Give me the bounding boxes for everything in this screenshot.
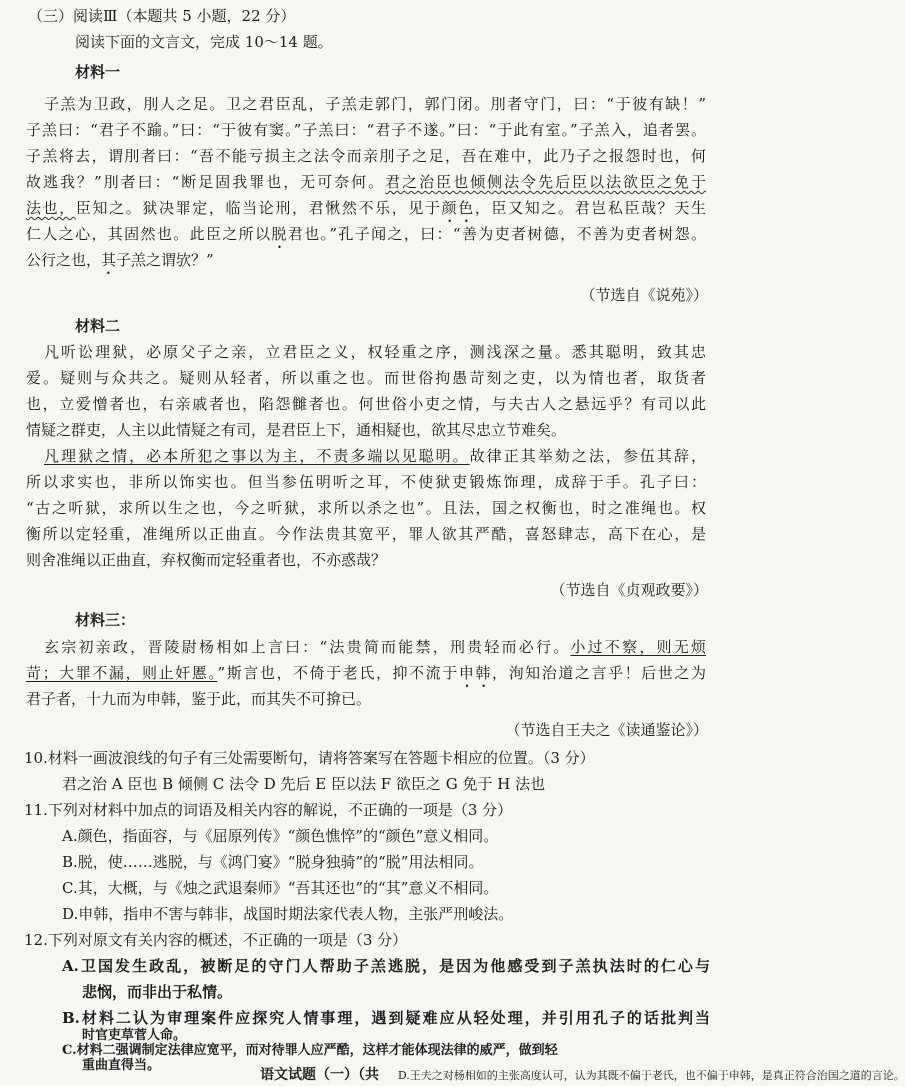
material1-line-1: 子羔为卫政，刖人之足。卫之君臣乱，子羔走郭门，郭门闭。刖者守门，曰：“于彼有缺！” — [44, 95, 706, 113]
q12-option-b-line2: 时官吏草菅人命。 — [82, 1028, 187, 1043]
q12-option-c-line2: 重曲直得当。 — [82, 1058, 161, 1073]
q11-option-c: C.其，大概，与《烛之武退秦师》“吾其还也”的“其”意义不相同。 — [62, 879, 499, 897]
material1-line-3: 子羔将去，谓刖者曰：“吾不能亏损主之法令而亲刖子之足，吾在难中，此乃子之报怨时也，何 — [26, 147, 706, 165]
material1-line-6 — [26, 224, 706, 252]
material2-line-4: 情疑之群吏，人主以此情疑之有司，是君臣上下，通相疑也，欲其尽忠立节难矣。 — [26, 421, 567, 439]
dotted-word-yanse: 颜色 — [441, 199, 475, 217]
wavy-sentence-part-1: 君之治臣也倾侧法令先后臣以法欲臣之免于 — [385, 173, 706, 191]
material2-source: （节选自《贞观政要》） — [550, 581, 708, 599]
material1-title: 材料一 — [75, 63, 121, 81]
material2-line-7: “古之听狱，求所以生之也，今之听狱，求所以杀之也”。且法，国之权衡也，时之准绳也。权 — [26, 499, 706, 517]
material3-line-1 — [44, 637, 706, 657]
dotted-word-qi: 其 — [101, 251, 117, 269]
q12-stem: 12.下列对原文有关内容的概述，不正确的一项是（3 分） — [24, 931, 408, 949]
material1-line-5-a: 臣知之。狱决罪定，临当论刑，君愀然不乐，见于 — [75, 199, 442, 217]
material2-line-6: 所以求实也，非所以饰实也。但当参伍明听之耳，不使狱吏锻炼饰理，成辞于手。孔子曰： — [26, 473, 706, 491]
q11-option-a: A.颜色，指面容，与《屈原列传》“颜色憔悴”的“颜色”意义相同。 — [62, 827, 499, 845]
q12-option-c-line1: C.材料二强调制定法律应宽平，而对待罪人应严酷，这样才能体现法律的威严，做到轻 — [62, 1043, 558, 1058]
q10-stem: 10.材料一画波浪线的句子有三处需要断句，请将答案写在答题卡相应的位置。（3 分） — [24, 749, 595, 767]
material3-line-1-a: 玄宗初亲政，晋陵尉杨相如上言曰：“法贵简而能禁，刑贵轻而必行。 — [44, 638, 571, 656]
material1-line-6-b: 君也。”孔子闻之，曰：“善为吏者树德，不善为吏者树怨。 — [287, 225, 706, 243]
section-instruction: 阅读下面的文言文，完成 10～14 题。 — [75, 33, 333, 51]
q11-option-b: B.脱，使……逃脱，与《鸿门宴》“脱身独骑”的“脱”用法相同。 — [62, 853, 484, 871]
q10-answer-line: 君之治 A 臣也 B 倾侧 C 法令 D 先后 E 臣以法 F 欲臣之 G 免于 H 法也 — [62, 775, 546, 793]
underlined-sentence-material3-part-1: 小过不察，则无烦 — [570, 638, 706, 656]
material2-line-8: 衡所以定轻重，准绳所以正曲直。今作法贵其宽平，罪人欲其严酷，喜怒肆志，高下在心，是 — [26, 525, 706, 543]
q11-stem: 11.下列对材料中加点的词语及相关内容的解说，不正确的一项是（3 分） — [24, 801, 513, 819]
material3-line-2-a: ”斯言也，不倚于老氏，抑不流于 — [217, 664, 459, 682]
material2-title: 材料二 — [75, 317, 121, 335]
material1-line-7-b: 子羔之谓欤？” — [116, 251, 214, 269]
material3-line-2 — [26, 663, 706, 691]
material3-line-3: 君子者，十九而为申韩，鉴于此，而其失不可揜已。 — [26, 690, 372, 708]
material1-line-7-a: 公行之也， — [26, 251, 102, 269]
page-footer — [260, 1066, 905, 1085]
q11-option-d: D.申韩，指申不害与韩非，战国时期法家代表人物，主张严刑峻法。 — [62, 905, 514, 923]
q12-option-a-line1: A.卫国发生政乱，被断足的守门人帮助子羔逃脱，是因为他感受到子羔执法时的仁心与 — [62, 957, 710, 975]
q12-option-d-line2: 治国之道的言论。 — [816, 1069, 905, 1082]
material2-line-2: 爱。疑则与众共之。疑则从轻者，所以重之也。而世俗拘愚苛刻之吏，以为情也者，取货者 — [26, 369, 706, 387]
material3-line-2-b: ，洵知治道之言乎！后世之为 — [492, 664, 706, 682]
underlined-sentence-material3-part-2: 苛；大罪不漏，则止奸慝。 — [26, 664, 218, 682]
q12-option-d-inline — [398, 1069, 905, 1082]
material2-line-9: 则舍准绳以正曲直，弃权衡而定轻重者也，不亦惑哉？ — [26, 551, 387, 569]
material3-source: （节选自王夫之《读通鉴论》） — [505, 721, 708, 739]
material1-source: （节选自《说苑》） — [580, 286, 708, 304]
material2-line-5-b: 故律正其举劾之法，参伍其辞， — [469, 447, 706, 465]
material2-line-5 — [44, 446, 706, 466]
page-footer-text: 语文试题（一）（共 — [260, 1067, 379, 1083]
underlined-sentence-material2: 凡理狱之情，必本所犯之事以为主，不责多端以见聪明。 — [44, 447, 470, 465]
dotted-word-tuo: 脱 — [271, 225, 288, 243]
material1-line-7 — [26, 250, 214, 278]
q12-option-d-line1: D.王夫之对杨相如的主张高度认可，认为其既不偏于老氏，也不偏于申韩，是真正符合 — [397, 1069, 817, 1082]
material3-title: 材料三： — [75, 611, 136, 629]
dotted-word-shenhan: 申韩 — [458, 664, 493, 682]
q12-option-b-line1: B.材料二认为审理案件应探究人情事理，遇到疑难应从轻处理，并引用孔子的话批判当 — [62, 1009, 710, 1027]
material1-line-5 — [26, 198, 706, 226]
material2-line-3: 也，立爱憎者也，右亲戚者也，陷怨雠者也。何世俗小吏之情，与夫古人之悬远乎？有司以此 — [26, 395, 706, 413]
material1-line-2: 子羔曰：“君子不踰。”曰：“于彼有窦。”子羔曰：“君子不遂。”曰：“于此有室。”子羔入，追者罢。 — [26, 121, 706, 139]
material2-line-1: 凡听讼理狱，必原父子之亲，立君臣之义，权轻重之序，测浅深之量。悉其聪明，致其忠 — [44, 343, 706, 361]
wavy-sentence-part-2: 法也， — [26, 199, 76, 217]
q12-option-a-line2: 悲悯，而非出于私情。 — [82, 983, 233, 1001]
section-heading: （三）阅读Ⅲ（本题共 5 小题，22 分） — [28, 7, 296, 25]
material1-line-6-a: 仁人之心，其固然也。此臣之所以 — [26, 225, 272, 243]
material1-line-4-text: 故逃我？”刖者曰：“断足固我罪也，无可奈何。 — [26, 173, 386, 191]
material1-line-4 — [26, 172, 706, 192]
material1-line-5-b: ，臣又知之。君岂私臣哉？天生 — [474, 199, 706, 217]
